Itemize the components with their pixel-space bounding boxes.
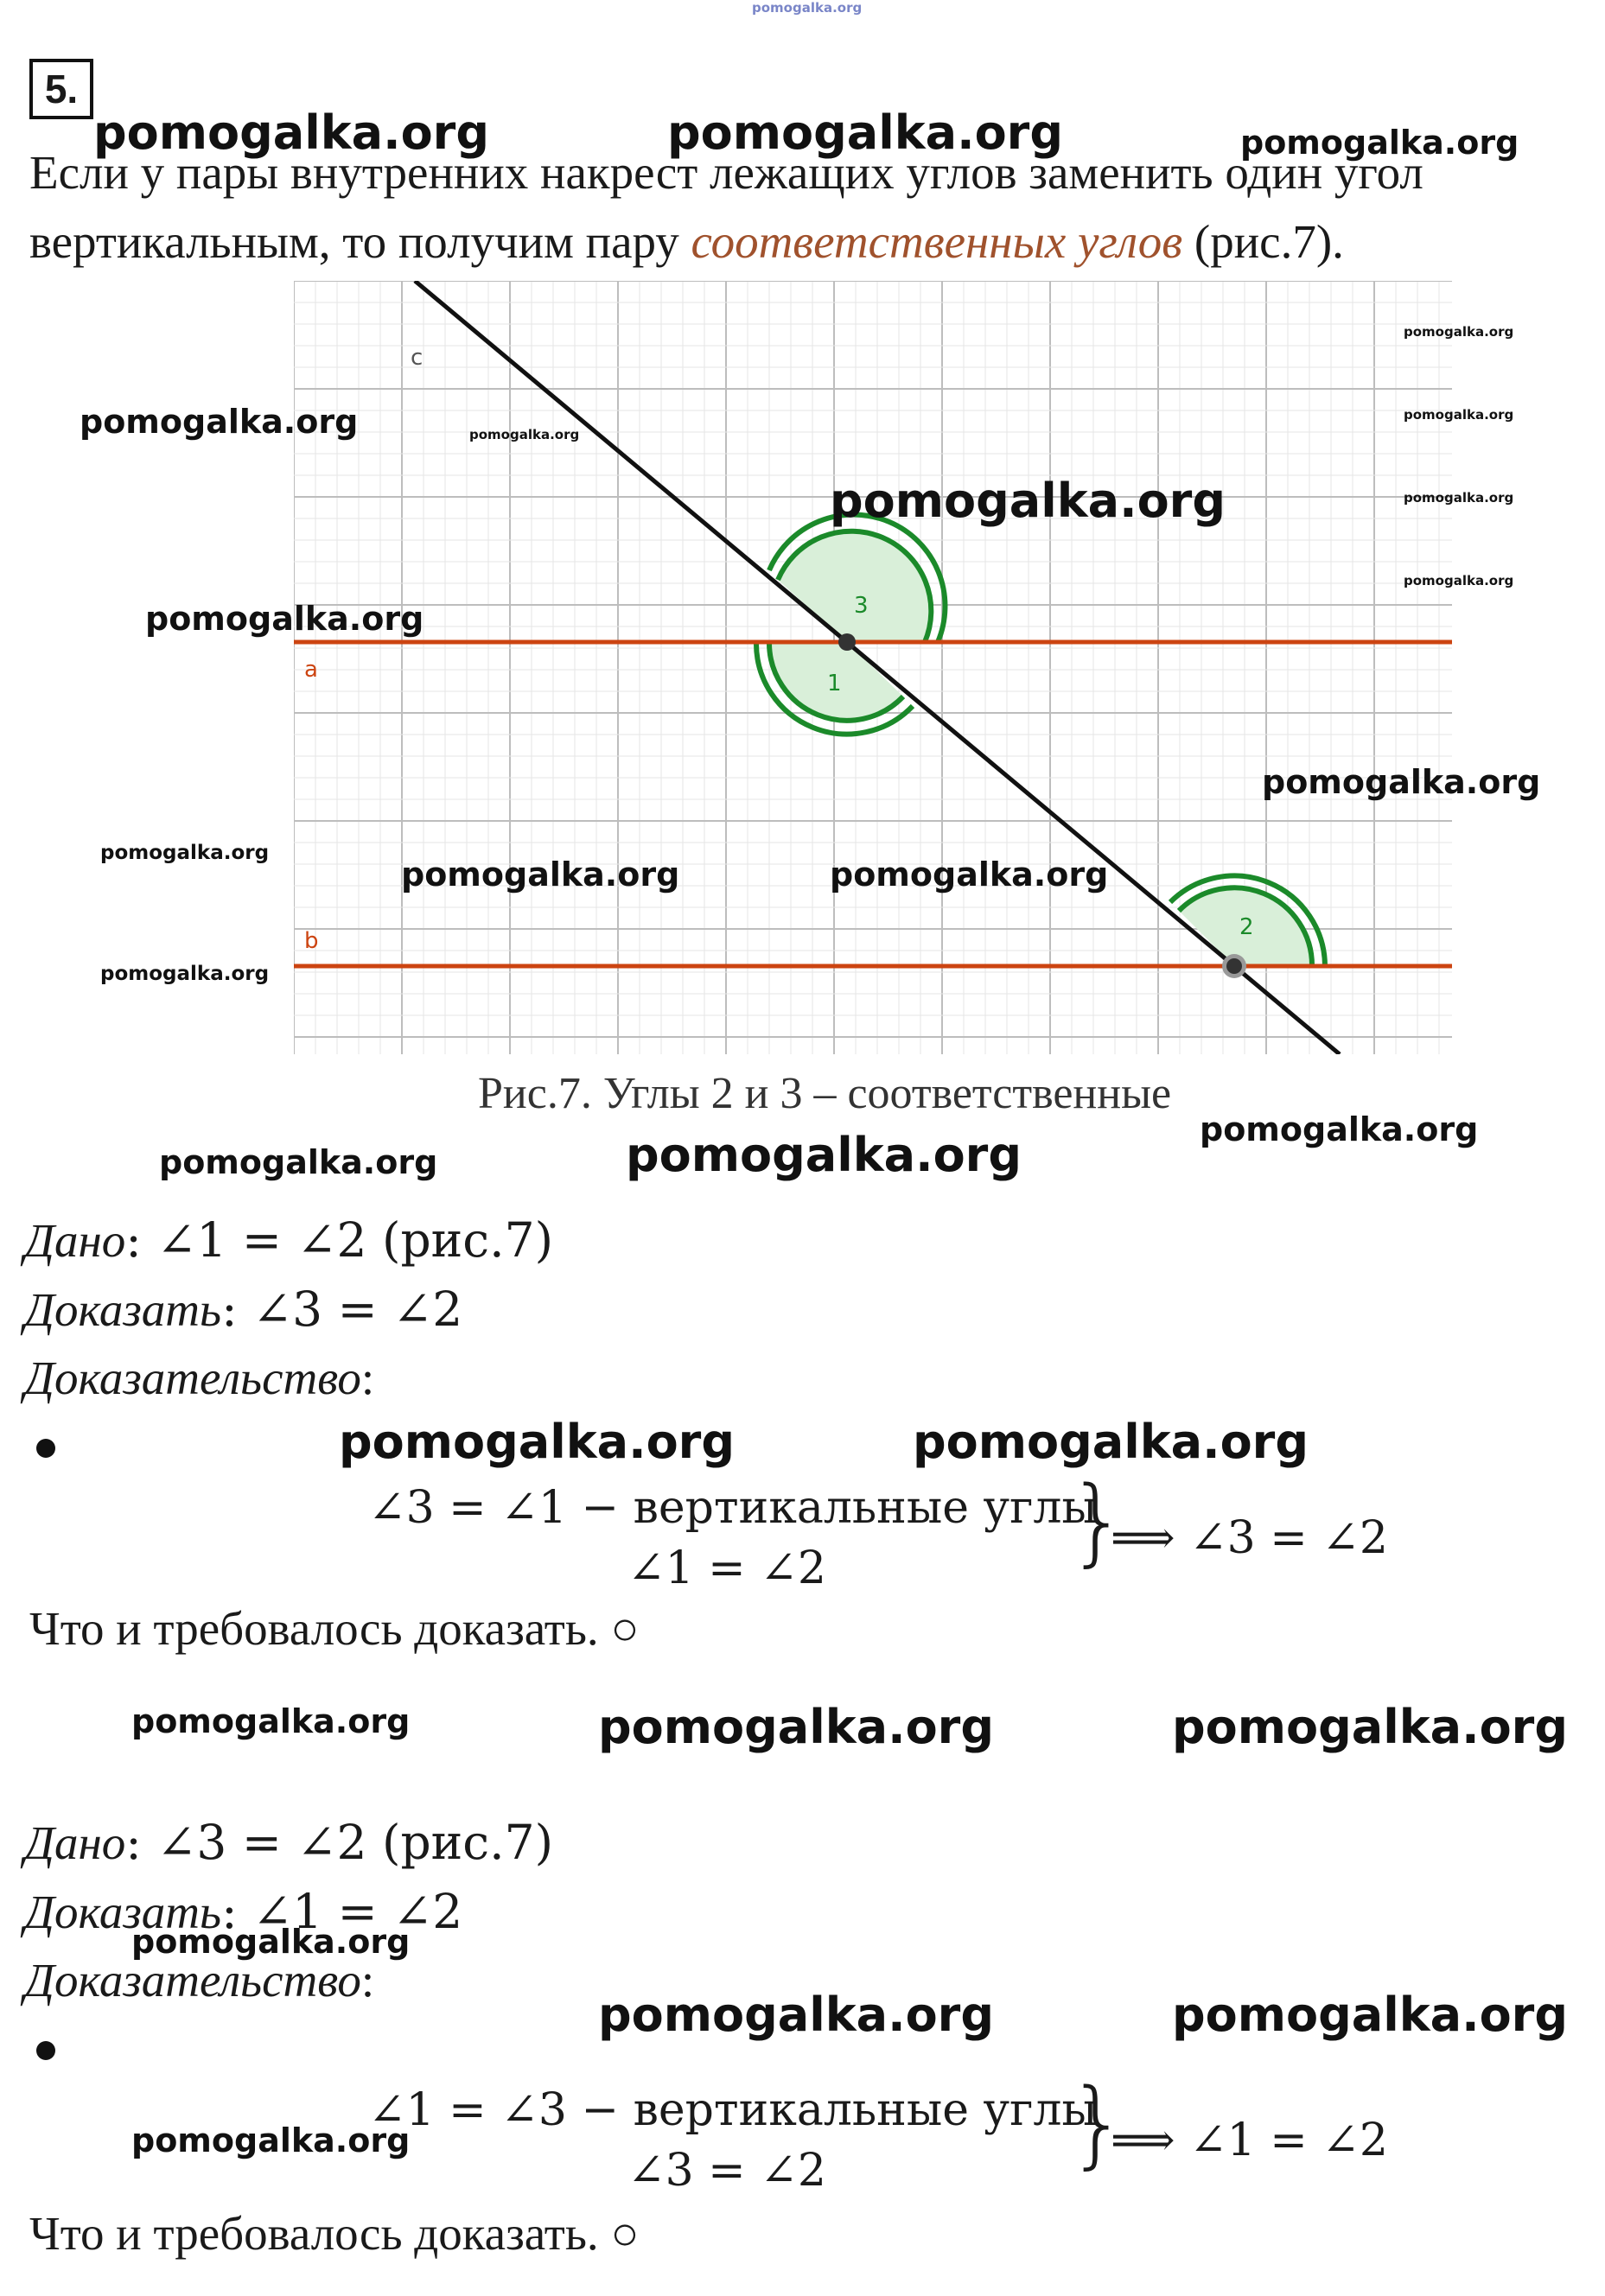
given-2	[24, 1808, 553, 1878]
figure-caption: Рис.7. Углы 2 и 3 – соответственные	[478, 1069, 1172, 1118]
watermark: pomogalka.org	[1404, 324, 1514, 340]
point-intersection-b-core	[1226, 958, 1242, 974]
proof-label: Доказательство	[24, 1954, 361, 2007]
angle-label-3: 3	[854, 593, 869, 619]
watermark: pomogalka.org	[830, 474, 1226, 528]
watermark: pomogalka.org	[1240, 124, 1519, 162]
given-1	[24, 1205, 553, 1275]
watermark: pomogalka.org	[598, 1988, 994, 2042]
given-label: Дано	[24, 1214, 126, 1267]
task-number: 5.	[29, 59, 93, 119]
watermark: pomogalka.org	[145, 600, 424, 638]
watermark: pomogalka.org	[131, 1923, 411, 1961]
intro-line-2	[29, 207, 1344, 277]
proof1-line-1: ∠3 = ∠1 − вертикальные углы	[368, 1482, 1098, 1534]
watermark: pomogalka.org	[1200, 1110, 1479, 1148]
watermark: pomogalka.org	[131, 1702, 411, 1740]
proof2-line-1: ∠1 = ∠3 − вертикальные углы	[368, 2084, 1098, 2136]
intro-text-end: (рис.7).	[1182, 215, 1344, 268]
prove-label: Доказать	[24, 1283, 222, 1336]
angle-label-1: 1	[827, 671, 842, 696]
watermark: pomogalka.org	[339, 1415, 735, 1469]
figure-7	[294, 281, 1452, 1054]
watermark: pomogalka.org	[1172, 1988, 1568, 2042]
prove-value: : ∠3 = ∠2	[221, 1282, 463, 1337]
watermark: pomogalka.org	[1172, 1700, 1568, 1754]
watermark: pomogalka.org	[159, 1143, 438, 1181]
given-label: Дано	[24, 1816, 126, 1869]
proof-label: Доказательство	[24, 1352, 361, 1404]
prove-label: Доказать	[24, 1886, 222, 1938]
watermark: pomogalka.org	[93, 105, 489, 160]
proof1-conclusion: ⟹ ∠3 = ∠2	[1111, 1512, 1389, 1564]
watermark: pomogalka.org	[80, 403, 359, 441]
brace: }	[1067, 1466, 1128, 1576]
bullet	[36, 2041, 55, 2060]
given-value: : ∠3 = ∠2 (рис.7)	[125, 1815, 554, 1870]
proof2-line-2: ∠3 = ∠2	[627, 2145, 826, 2197]
given-value: : ∠1 = ∠2 (рис.7)	[125, 1212, 554, 1268]
angle-label-2: 2	[1239, 914, 1254, 940]
watermark: pomogalka.org	[598, 1700, 994, 1754]
proof-colon: :	[360, 1352, 375, 1404]
label-b: b	[304, 928, 319, 954]
proof1-line-2: ∠1 = ∠2	[627, 1542, 826, 1594]
watermark: pomogalka.org	[469, 427, 580, 442]
watermark: pomogalka.org	[1262, 763, 1541, 801]
intro-line-1: Если у пары внутренних накрест лежащих углов заменить один угол	[29, 146, 1423, 199]
watermark: pomogalka.org	[830, 855, 1109, 894]
watermark: pomogalka.org	[1404, 490, 1514, 506]
watermark: pomogalka.org	[667, 105, 1063, 160]
watermark: pomogalka.org	[131, 2121, 411, 2159]
watermark: pomogalka.org	[1404, 573, 1514, 588]
prove-1	[24, 1275, 462, 1345]
proof2-conclusion: ⟹ ∠1 = ∠2	[1111, 2115, 1389, 2166]
prove-value: : ∠1 = ∠2	[221, 1884, 463, 1939]
watermark: pomogalka.org	[913, 1415, 1309, 1469]
proof-colon: :	[360, 1954, 375, 2007]
watermark: pomogalka.org	[401, 855, 680, 894]
brace: }	[1067, 2068, 1128, 2178]
qed-2: Что и требовалось доказать. ○	[29, 2207, 640, 2260]
term-corresponding-angles: соответственных углов	[691, 215, 1183, 268]
bullet	[36, 1439, 55, 1458]
label-a: a	[304, 657, 318, 683]
top-watermark: pomogalka.org	[752, 0, 863, 16]
watermark: pomogalka.org	[626, 1128, 1022, 1182]
watermark: pomogalka.org	[100, 963, 270, 985]
watermark: pomogalka.org	[100, 842, 270, 864]
intro-text: вертикальным, то получим пару	[29, 215, 691, 268]
label-c: c	[411, 345, 424, 371]
point-intersection-a	[838, 633, 856, 651]
watermark: pomogalka.org	[1404, 407, 1514, 423]
proof-heading-1	[24, 1344, 374, 1413]
qed-1: Что и требовалось доказать. ○	[29, 1602, 640, 1655]
